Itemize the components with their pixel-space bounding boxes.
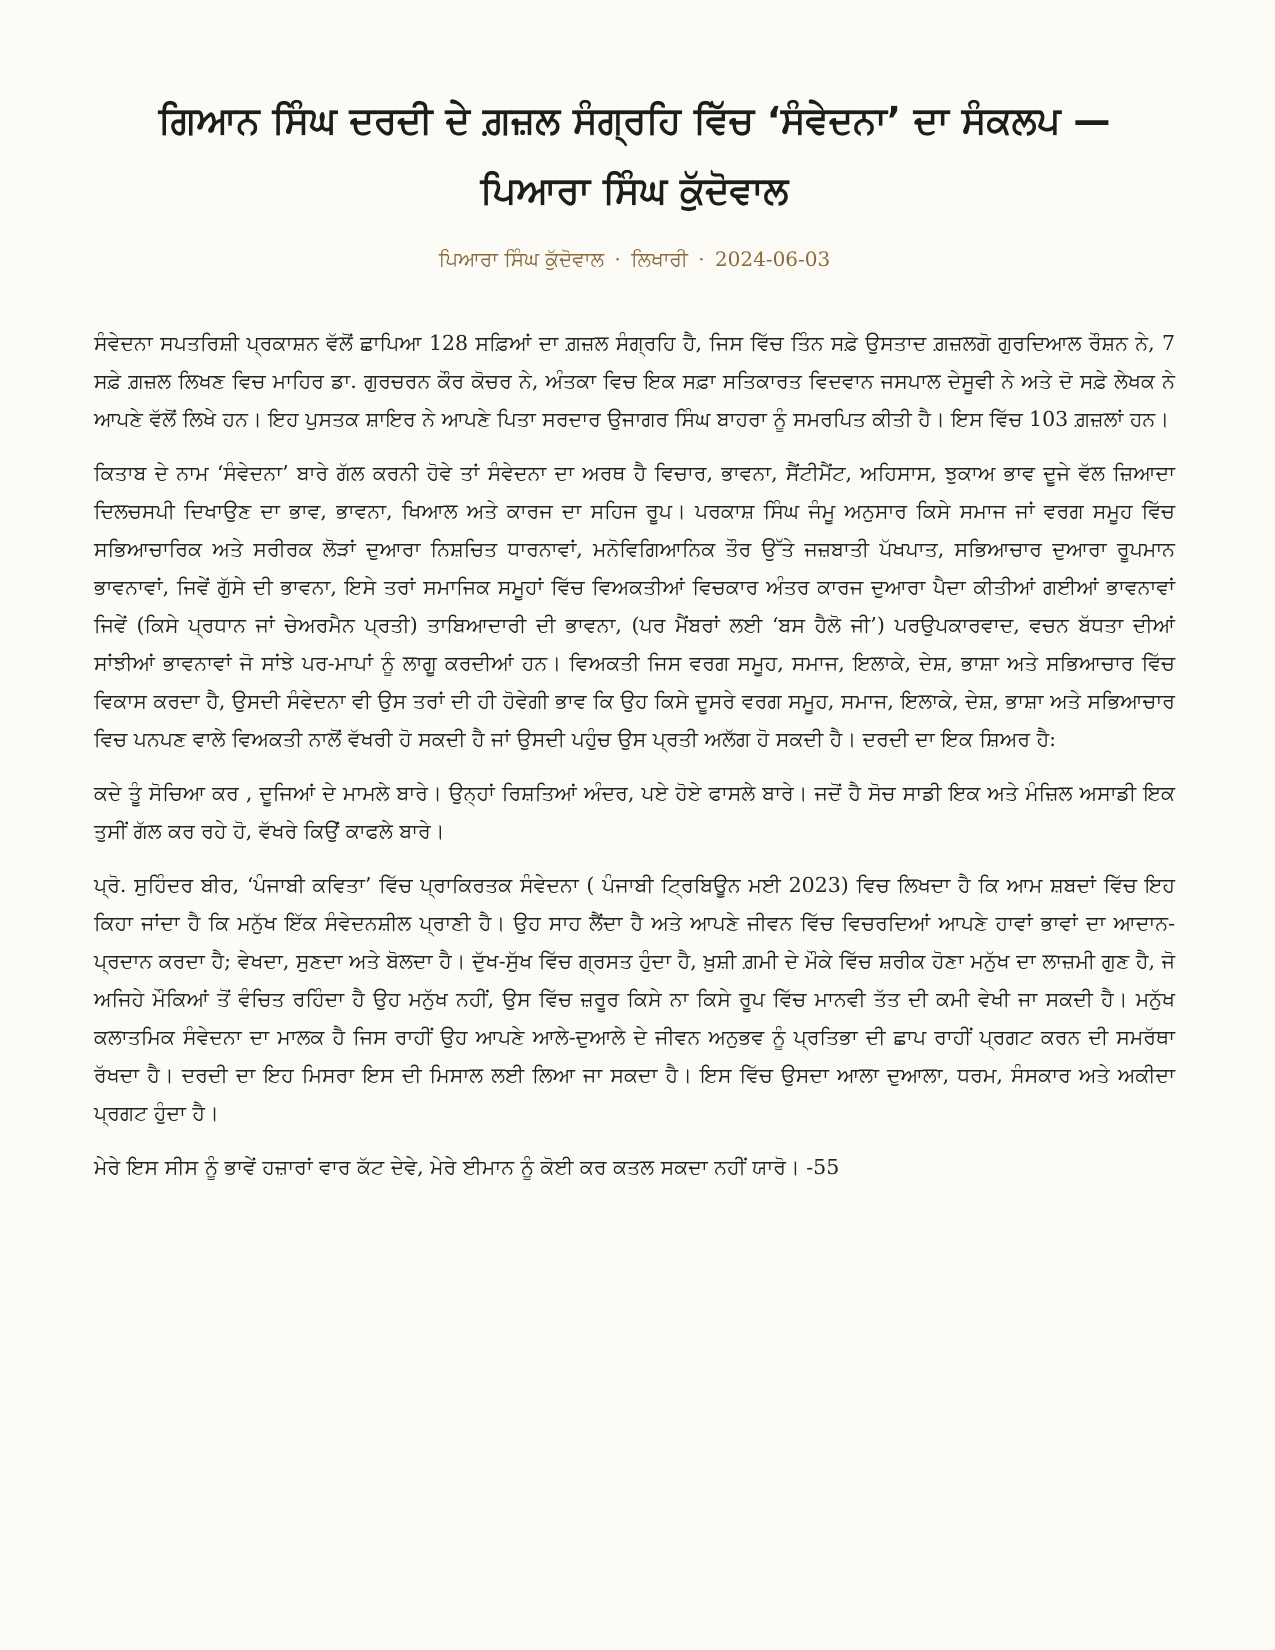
byline-separator: · — [614, 247, 621, 271]
article-body — [94, 324, 1175, 1186]
author-name[interactable]: ਪਿਆਰਾ ਸਿੰਘ ਕੁੱਦੋਵਾਲ — [438, 247, 604, 271]
paragraph-couplet: ਕਦੇ ਤੂੰ ਸੋਚਿਆ ਕਰ , ਦੂਜਿਆਂ ਦੇ ਮਾਮਲੇ ਬਾਰੇ। ਉਨ੍ਹਾਂ ਰਿਸ਼ਤਿਆਂ ਅੰਦਰ, ਪਏ ਹੋਏ ਫਾਸਲੇ ਬਾਰੇ। ਜਦੋਂ ਹੈ ਸੋਚ ਸਾਡੀ ਇਕ ਅਤੇ ਮੰਜ਼ਿਲ ਅਸਾਡੀ ਇਕ ਤੁਸੀਂ ਗੱਲ ਕਰ ਰਹੇ ਹੋ, ਵੱਖਰੇ ਕਿਉਂ ਕਾਫਲੇ ਬਾਰੇ। — [94, 781, 1175, 843]
article-byline — [94, 244, 1175, 274]
article-title — [94, 86, 1175, 226]
paragraph-misra: ਮੇਰੇ ਇਸ ਸੀਸ ਨੂੰ ਭਾਵੇਂ ਹਜ਼ਾਰਾਂ ਵਾਰ ਕੱਟ ਦੇਵੇ, ਮੇਰੇ ਈਮਾਨ ਨੂੰ ਕੋਈ ਕਰ ਕਤਲ ਸਕਦਾ ਨਹੀਂ ਯਾਰੋ। -55 — [94, 1155, 840, 1179]
paragraph-meaning-of-samvedna: ਕਿਤਾਬ ਦੇ ਨਾਮ ‘ਸੰਵੇਦਨਾ’ ਬਾਰੇ ਗੱਲ ਕਰਨੀ ਹੋਵੇ ਤਾਂ ਸੰਵੇਦਨਾ ਦਾ ਅਰਥ ਹੈ ਵਿਚਾਰ, ਭਾਵਨਾ, ਸੈਂਟੀਮੈਂਟ, ਅਹਿਸਾਸ, ਝੁਕਾਅ ਭਾਵ ਦੂਜੇ ਵੱਲ ਜ਼ਿਆਦਾ ਦਿਲਚਸਪੀ ਦਿਖਾਉਣ ਦਾ ਭਾਵ, ਭਾਵਨਾ, ਖਿਆਲ ਅਤੇ ਕਾਰਜ ਦਾ ਸਹਿਜ ਰੂਪ। ਪਰਕਾਸ਼ ਸਿੰਘ ਜੰਮੂ ਅਨੁਸਾਰ ਕਿਸੇ ਸਮਾਜ ਜਾਂ ਵਰਗ ਸਮੂਹ ਵਿੱਚ ਸਭਿਆਚਾਰਿਕ ਅਤੇ ਸਰੀਰਕ ਲੋੜਾਂ ਦੁਆਰਾ ਨਿਸ਼ਚਿਤ ਧਾਰਨਾਵਾਂ, ਮਨੋਵਿਗਿਆਨਿਕ ਤੌਰ ਉੱਤੇ ਜਜ਼ਬਾਤੀ ਪੱਖਪਾਤ, ਸਭਿਆਚਾਰ ਦੁਆਰਾ ਰੂਪਮਾਨ ਭਾਵਨਾਵਾਂ, ਜਿਵੇਂ ਗੁੱਸੇ ਦੀ ਭਾਵਨਾ, ਇਸੇ ਤਰਾਂ ਸਮਾਜਿਕ ਸਮੂਹਾਂ ਵਿੱਚ ਵਿਅਕਤੀਆਂ ਵਿਚਕਾਰ ਅੰਤਰ ਕਾਰਜ ਦੁਆਰਾ ਪੈਦਾ ਕੀਤੀਆਂ ਗਈਆਂ ਭਾਵਨਾਵਾਂ ਜਿਵੇਂ (ਕਿਸੇ ਪ੍ਰਧਾਨ ਜਾਂ ਚੇਅਰਮੈਨ ਪ੍ਰਤੀ) ਤਾਬਿਆਦਾਰੀ ਦੀ ਭਾਵਨਾ, (ਪਰ ਮੈਂਬਰਾਂ ਲਈ ‘ਬਸ ਹੈਲੋ ਜੀ’) ਪਰਉਪਕਾਰਵਾਦ, ਵਚਨ ਬੱਧਤਾ ਦੀਆਂ ਸਾਂਝੀਆਂ ਭਾਵਨਾਵਾਂ ਜੋ ਸਾਂਝੇ ਪਰ-ਮਾਪਾਂ ਨੂੰ ਲਾਗੂ ਕਰਦੀਆਂ ਹਨ। ਵਿਅਕਤੀ ਜਿਸ ਵਰਗ ਸਮੂਹ, ਸਮਾਜ, ਇਲਾਕੇ, ਦੇਸ਼, ਭਾਸ਼ਾ ਅਤੇ ਸਭਿਆਚਾਰ ਵਿੱਚ ਵਿਕਾਸ ਕਰਦਾ ਹੈ, ਉਸਦੀ ਸੰਵੇਦਨਾ ਵੀ ਉਸ ਤਰਾਂ ਦੀ ਹੀ ਹੋਵੇਗੀ ਭਾਵ ਕਿ ਉਹ ਕਿਸੇ ਦੂਸਰੇ ਵਰਗ ਸਮੂਹ, ਸਮਾਜ, ਇਲਾਕੇ, ਦੇਸ਼, ਭਾਸ਼ਾ ਅਤੇ ਸਭਿਆਚਾਰ ਵਿਚ ਪਨਪਣ ਵਾਲੇ ਵਿਅਕਤੀ ਨਾਲੋਂ ਵੱਖਰੀ ਹੋ ਸਕਦੀ ਹੈ ਜਾਂ ਉਸਦੀ ਪਹੁੰਚ ਉਸ ਪ੍ਰਤੀ ਅਲੱਗ ਹੋ ਸਕਦੀ ਹੈ। ਦਰਦੀ ਦਾ ਇਕ ਸ਼ਿਅਰ ਹੈ: — [94, 461, 1175, 751]
article-title-line-2: ਪਿਆਰਾ ਸਿੰਘ ਕੁੱਦੋਵਾਲ — [480, 169, 789, 212]
category-label[interactable]: ਲਿਖਾਰੀ — [631, 247, 688, 271]
paragraph-suhinder-bir-quote: ਪ੍ਰੋ. ਸੁਹਿੰਦਰ ਬੀਰ, ‘ਪੰਜਾਬੀ ਕਵਿਤਾ’ ਵਿੱਚ ਪ੍ਰਾਕਿਰਤਕ ਸੰਵੇਦਨਾ ( ਪੰਜਾਬੀ ਟ੍ਰਿਬਿਊਨ ਮਈ 2023) ਵਿਚ ਲਿਖਦਾ ਹੈ ਕਿ ਆਮ ਸ਼ਬਦਾਂ ਵਿੱਚ ਇਹ ਕਿਹਾ ਜਾਂਦਾ ਹੈ ਕਿ ਮਨੁੱਖ ਇੱਕ ਸੰਵੇਦਨਸ਼ੀਲ ਪ੍ਰਾਣੀ ਹੈ। ਉਹ ਸਾਹ ਲੈਂਦਾ ਹੈ ਅਤੇ ਆਪਣੇ ਜੀਵਨ ਵਿੱਚ ਵਿਚਰਦਿਆਂ ਆਪਣੇ ਹਾਵਾਂ ਭਾਵਾਂ ਦਾ ਆਦਾਨ-ਪ੍ਰਦਾਨ ਕਰਦਾ ਹੈ; ਵੇਖਦਾ, ਸੁਣਦਾ ਅਤੇ ਬੋਲਦਾ ਹੈ। ਦੁੱਖ-ਸੁੱਖ ਵਿੱਚ ਗ੍ਰਸਤ ਹੁੰਦਾ ਹੈ, ਖ਼ੁਸ਼ੀ ਗ਼ਮੀ ਦੇ ਮੌਕੇ ਵਿੱਚ ਸ਼ਰੀਕ ਹੋਣਾ ਮਨੁੱਖ ਦਾ ਲਾਜ਼ਮੀ ਗੁਣ ਹੈ, ਜੋ ਅਜਿਹੇ ਮੌਕਿਆਂ ਤੋਂ ਵੰਚਿਤ ਰਹਿੰਦਾ ਹੈ ਉਹ ਮਨੁੱਖ ਨਹੀਂ, ਉਸ ਵਿੱਚ ਜ਼ਰੂਰ ਕਿਸੇ ਨਾ ਕਿਸੇ ਰੂਪ ਵਿੱਚ ਮਾਨਵੀ ਤੱਤ ਦੀ ਕਮੀ ਵੇਖੀ ਜਾ ਸਕਦੀ ਹੈ। ਮਨੁੱਖ ਕਲਾਤਮਿਕ ਸੰਵੇਦਨਾ ਦਾ ਮਾਲਕ ਹੈ ਜਿਸ ਰਾਹੀਂ ਉਹ ਆਪਣੇ ਆਲੇ-ਦੁਆਲੇ ਦੇ ਜੀਵਨ ਅਨੁਭਵ ਨੂੰ ਪ੍ਰਤਿਭਾ ਦੀ ਛਾਪ ਰਾਹੀਂ ਪ੍ਰਗਟ ਕਰਨ ਦੀ ਸਮਰੱਥਾ ਰੱਖਦਾ ਹੈ। ਦਰਦੀ ਦਾ ਇਹ ਮਿਸਰਾ ਇਸ ਦੀ ਮਿਸਾਲ ਲਈ ਲਿਆ ਜਾ ਸਕਦਾ ਹੈ। ਇਸ ਵਿੱਚ ਉਸਦਾ ਆਲਾ ਦੁਆਲਾ, ਧਰਮ, ਸੰਸਕਾਰ ਅਤੇ ਅਕੀਦਾ ਪ੍ਰਗਟ ਹੁੰਦਾ ਹੈ। — [94, 873, 1175, 1125]
publish-date: 2024-06-03 — [714, 247, 831, 271]
byline-separator: · — [698, 247, 705, 271]
paragraph-publication-details: ਸੰਵੇਦਨਾ ਸਪਤਰਿਸ਼ੀ ਪ੍ਰਕਾਸ਼ਨ ਵੱਲੋਂ ਛਾਪਿਆ 128 ਸਫ਼ਿਆਂ ਦਾ ਗ਼ਜ਼ਲ ਸੰਗ੍ਰਹਿ ਹੈ, ਜਿਸ ਵਿੱਚ ਤਿੰਨ ਸਫ਼ੇ ਉਸਤਾਦ ਗ਼ਜ਼ਲਗੋ ਗੁਰਦਿਆਲ ਰੌਸ਼ਨ ਨੇ, 7 ਸਫ਼ੇ ਗ਼ਜ਼ਲ ਲਿਖਣ ਵਿਚ ਮਾਹਿਰ ਡਾ. ਗੁਰਚਰਨ ਕੌਰ ਕੋਚਰ ਨੇ, ਅੰਤਕਾ ਵਿਚ ਇਕ ਸਫ਼ਾ ਸਤਿਕਾਰਤ ਵਿਦਵਾਨ ਜਸਪਾਲ ਦੇਸੂਵੀ ਨੇ ਅਤੇ ਦੋ ਸਫ਼ੇ ਲੇਖਕ ਨੇ ਆਪਣੇ ਵੱਲੋਂ ਲਿਖੇ ਹਨ। ਇਹ ਪੁਸਤਕ ਸ਼ਾਇਰ ਨੇ ਆਪਣੇ ਪਿਤਾ ਸਰਦਾਰ ਉਜਾਗਰ ਸਿੰਘ ਬਾਹਰਾ ਨੂੰ ਸਮਰਪਿਤ ਕੀਤੀ ਹੈ। ਇਸ ਵਿੱਚ 103 ਗ਼ਜ਼ਲਾਂ ਹਨ। — [94, 331, 1175, 431]
article-title-line-1: ਗਿਆਨ ਸਿੰਘ ਦਰਦੀ ਦੇ ਗ਼ਜ਼ਲ ਸੰਗ੍ਰਹਿ ਵਿੱਚ ‘ਸੰਵੇਦਨਾ’ ਦਾ ਸੰਕਲਪ — — [158, 99, 1111, 142]
